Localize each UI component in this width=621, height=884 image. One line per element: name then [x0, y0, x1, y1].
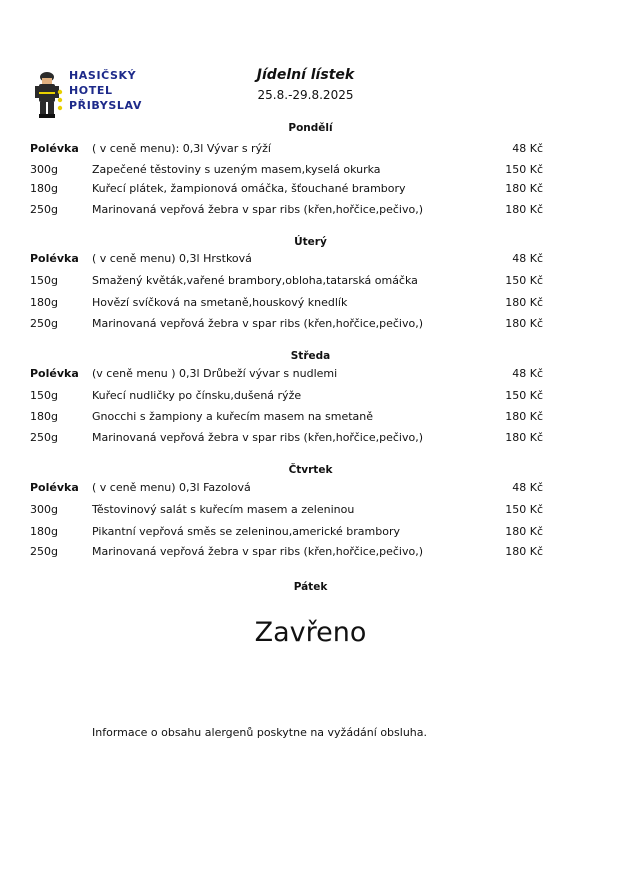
menu-row — [0, 481, 621, 499]
menu-row — [0, 367, 621, 385]
menu-row — [0, 545, 621, 563]
closed-notice: Zavřeno — [254, 617, 367, 648]
row-price: 48 Kč — [512, 481, 543, 494]
menu-row — [0, 389, 621, 407]
day-heading: Čtvrtek — [288, 464, 333, 476]
menu-row — [0, 431, 621, 449]
row-description: Smažený květák,vařené brambory,obloha,tatarská omáčka — [92, 274, 418, 287]
row-price: 150 Kč — [505, 274, 543, 287]
row-price: 150 Kč — [505, 503, 543, 516]
menu-row — [0, 163, 621, 181]
row-quantity: 150g — [30, 274, 58, 287]
page-title: Jídelní lístek — [256, 67, 355, 83]
row-price: 180 Kč — [505, 317, 543, 330]
row-description: Kuřecí plátek, žampionová omáčka, šťouchané brambory — [92, 182, 406, 195]
row-description: Kuřecí nudličky po čínsku,dušená rýže — [92, 389, 302, 402]
row-price: 180 Kč — [505, 182, 543, 195]
date-range: 25.8.-29.8.2025 — [257, 88, 354, 102]
row-quantity: Polévka — [30, 481, 79, 494]
row-price: 180 Kč — [505, 296, 543, 309]
row-price: 150 Kč — [505, 389, 543, 402]
row-description: ( v ceně menu): 0,3l Vývar s rýží — [92, 142, 271, 155]
logo-line-2: HOTEL — [69, 84, 113, 97]
row-quantity: 150g — [30, 389, 58, 402]
row-description: Gnocchi s žampiony a kuřecím masem na smetaně — [92, 410, 374, 423]
row-quantity: 180g — [30, 410, 58, 423]
row-quantity: Polévka — [30, 142, 79, 155]
row-price: 180 Kč — [505, 545, 543, 558]
row-description: ( v ceně menu) 0,3l Fazolová — [92, 481, 251, 494]
menu-row — [0, 317, 621, 335]
row-description: Marinovaná vepřová žebra v spar ribs (křen,hořčice,pečivo,) — [92, 203, 423, 216]
row-quantity: 180g — [30, 296, 58, 309]
day-heading: Pátek — [293, 581, 328, 593]
row-description: ( v ceně menu) 0,3l Hrstková — [92, 252, 252, 265]
row-price: 150 Kč — [505, 163, 543, 176]
menu-row — [0, 182, 621, 200]
row-price: 48 Kč — [512, 252, 543, 265]
row-description: Těstovinový salát s kuřecím masem a zeleninou — [92, 503, 355, 516]
row-quantity: 300g — [30, 503, 58, 516]
day-heading: Úterý — [294, 236, 327, 248]
logo-line-1: HASIČSKÝ — [69, 69, 137, 82]
logo-line-3: PŘIBYSLAV — [69, 99, 142, 112]
row-price: 180 Kč — [505, 203, 543, 216]
menu-row — [0, 203, 621, 221]
menu-row — [0, 525, 621, 543]
row-description: (v ceně menu ) 0,3l Drůbeží vývar s nudlemi — [92, 367, 338, 380]
row-description: Zapečené těstoviny s uzeným masem,kyselá okurka — [92, 163, 381, 176]
row-description: Hovězí svíčková na smetaně,houskový knedlík — [92, 296, 348, 309]
row-price: 180 Kč — [505, 525, 543, 538]
row-description: Pikantní vepřová směs se zeleninou,americké brambory — [92, 525, 400, 538]
day-heading: Středa — [290, 350, 331, 362]
row-quantity: Polévka — [30, 367, 79, 380]
row-quantity: Polévka — [30, 252, 79, 265]
menu-row — [0, 410, 621, 428]
row-price: 180 Kč — [505, 410, 543, 423]
row-quantity: 250g — [30, 203, 58, 216]
row-quantity: 300g — [30, 163, 58, 176]
row-price: 48 Kč — [512, 367, 543, 380]
row-description: Marinovaná vepřová žebra v spar ribs (křen,hořčice,pečivo,) — [92, 317, 423, 330]
row-quantity: 180g — [30, 525, 58, 538]
row-quantity: 250g — [30, 317, 58, 330]
row-price: 48 Kč — [512, 142, 543, 155]
row-quantity: 180g — [30, 182, 58, 195]
row-description: Marinovaná vepřová žebra v spar ribs (křen,hořčice,pečivo,) — [92, 431, 423, 444]
allergen-note: Informace o obsahu alergenů poskytne na vyžádání obsluha. — [92, 726, 428, 739]
row-quantity: 250g — [30, 431, 58, 444]
menu-row — [0, 296, 621, 314]
menu-row — [0, 503, 621, 521]
menu-row — [0, 142, 621, 160]
day-heading: Pondělí — [288, 122, 333, 134]
menu-row — [0, 252, 621, 270]
row-description: Marinovaná vepřová žebra v spar ribs (křen,hořčice,pečivo,) — [92, 545, 423, 558]
row-quantity: 250g — [30, 545, 58, 558]
menu-row — [0, 274, 621, 292]
row-price: 180 Kč — [505, 431, 543, 444]
